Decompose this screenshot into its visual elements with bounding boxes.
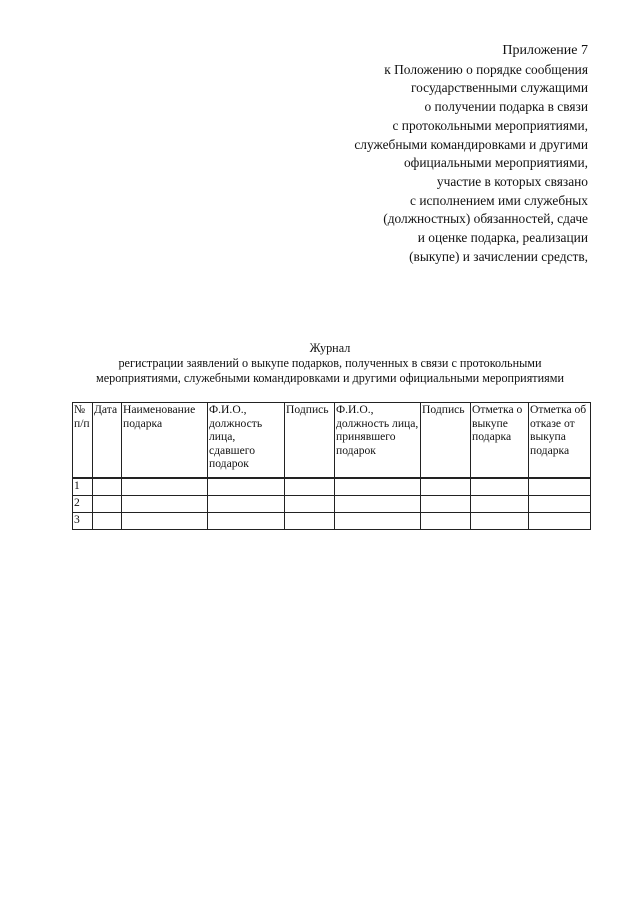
table-cell	[421, 478, 471, 496]
table-cell	[208, 513, 285, 530]
appendix-line: с протокольными мероприятиями,	[392, 117, 588, 133]
column-header-submitter: Ф.И.О., должность лица, сдавшего подарок	[208, 403, 285, 479]
appendix-line: официальными мероприятиями,	[403, 155, 588, 171]
table-cell	[93, 513, 122, 530]
appendix-line: (должностных) обязанностей, сдаче	[383, 211, 588, 227]
journal-subtitle-line: мероприятиями, служебными командировками и другими официальными мероприятиями	[96, 371, 564, 385]
table-cell	[285, 513, 335, 530]
table-cell	[471, 513, 529, 530]
table-row	[73, 513, 591, 530]
column-header-number: № п/п	[73, 403, 93, 479]
appendix-line: с исполнением ими служебных	[410, 192, 588, 208]
column-header-receiver-signature: Подпись	[421, 403, 471, 479]
table-cell	[529, 496, 591, 513]
row-number-cell: 1	[73, 478, 93, 496]
table-cell	[93, 496, 122, 513]
table-cell	[122, 478, 208, 496]
table-cell	[421, 513, 471, 530]
appendix-line: участие в которых связано	[436, 173, 588, 189]
column-header-submitter-signature: Подпись	[285, 403, 335, 479]
register-table	[72, 402, 591, 530]
table-cell	[471, 478, 529, 496]
appendix-title: Приложение 7	[502, 43, 588, 58]
appendix-header	[288, 42, 588, 266]
table-cell	[285, 496, 335, 513]
journal-title: Журнал	[309, 341, 351, 355]
table-cell	[93, 478, 122, 496]
appendix-line: служебными командировками и другими	[354, 136, 588, 152]
table-cell	[335, 478, 421, 496]
table-cell	[421, 496, 471, 513]
table-row	[73, 496, 591, 513]
table-cell	[529, 478, 591, 496]
column-header-refusal-mark: Отметка об отказе от выкупа подарка	[529, 403, 591, 479]
appendix-line: и оценке подарка, реализации	[417, 230, 588, 246]
column-header-date: Дата	[93, 403, 122, 479]
table-cell	[122, 496, 208, 513]
table-cell	[471, 496, 529, 513]
appendix-line: о получении подарка в связи	[424, 99, 588, 115]
appendix-line: к Положению о порядке сообщения	[384, 61, 588, 77]
table-cell	[529, 513, 591, 530]
journal-subtitle-line: регистрации заявлений о выкупе подарков, полученных в связи с протокольными	[118, 356, 542, 370]
table-cell	[335, 496, 421, 513]
appendix-line: (выкупе) и зачислении средств,	[409, 248, 588, 264]
column-header-buyout-mark: Отметка о выкупе подарка	[471, 403, 529, 479]
row-number-cell: 2	[73, 496, 93, 513]
table-cell	[122, 513, 208, 530]
row-number-cell: 3	[73, 513, 93, 530]
table-header-row	[73, 403, 591, 479]
table-row	[73, 478, 591, 496]
journal-heading	[60, 341, 600, 386]
table-cell	[208, 496, 285, 513]
appendix-line: государственными служащими	[410, 80, 588, 96]
column-header-gift-name: Наименование подарка	[122, 403, 208, 479]
table-cell	[285, 478, 335, 496]
table-cell	[335, 513, 421, 530]
column-header-receiver: Ф.И.О., должность лица, принявшего подарок	[335, 403, 421, 479]
table-cell	[208, 478, 285, 496]
